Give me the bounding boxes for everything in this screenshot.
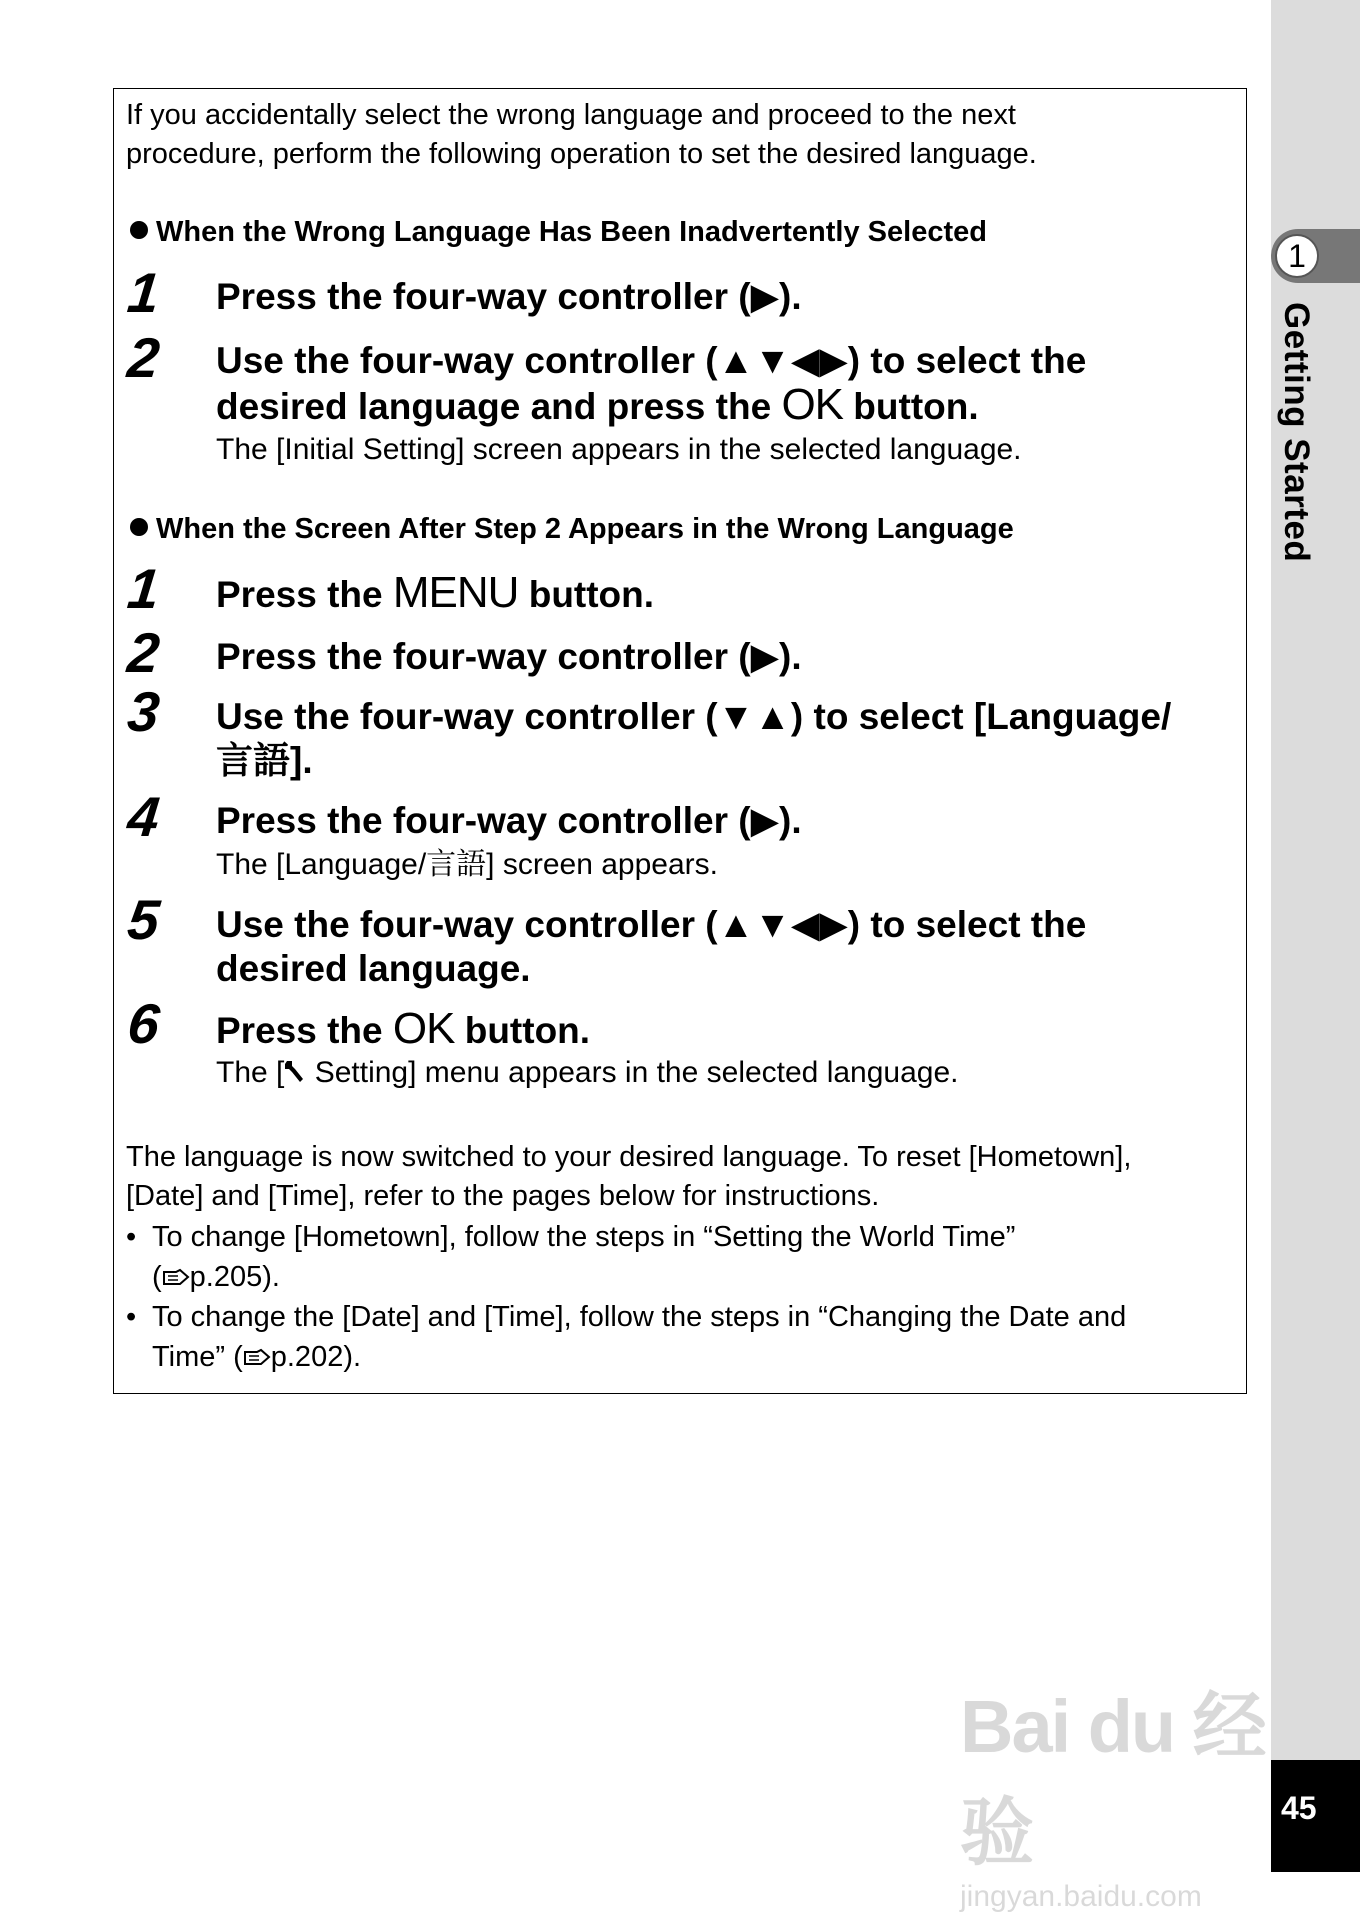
chapter-number: 1 [1275,234,1319,278]
step-text: Press the OK button. [216,1004,591,1053]
intro-line-2: procedure, perform the following operation to set the desired language. [126,138,1037,170]
four-way-arrows-icon: ▲▼◀▶ [717,340,848,381]
arrow-right-icon: ▶ [750,276,780,317]
step-number: 2 [124,326,163,389]
four-way-arrows-icon: ▲▼◀▶ [717,904,848,945]
arrow-right-icon: ▶ [750,800,780,841]
intro-line-1: If you accidentally select the wrong language and proceed to the next [126,99,1016,131]
step-number: 4 [124,785,163,848]
page-number: 45 [1281,1790,1317,1826]
page-reference-hand-icon [243,1348,271,1366]
step-text-line-2: 言語]. [216,740,313,781]
watermark-url: jingyan.baidu.com [960,1880,1202,1913]
list-item: • To change [Hometown], follow the steps in “Setting the World Time” ( p.205). [126,1221,1016,1293]
step-note: The [ Setting] menu appears in the selected language. [216,1056,959,1089]
step-text-line-2: desired language. [216,948,531,989]
step-text: Use the four-way controller (▼▲) to select [Language/ [216,696,1172,737]
closing-line-2: [Date] and [Time], refer to the pages below for instructions. [126,1180,880,1212]
step-text-line-2: desired language and press the OK button. [216,380,979,429]
step-number: 3 [124,680,163,743]
page-reference-hand-icon [162,1268,190,1286]
step-number: 6 [124,992,163,1055]
step-text: Press the MENU button. [216,568,655,617]
menu-key-label: MENU [392,568,519,617]
step-number: 5 [124,888,163,951]
step-text: Press the four-way controller (▶). [216,276,802,317]
closing-line-1: The language is now switched to your desired language. To reset [Hometown], [126,1141,1132,1173]
step-text: Use the four-way controller (▲▼◀▶) to select the [216,904,1087,945]
arrow-right-icon: ▶ [750,636,780,677]
bullet-icon [130,518,148,536]
baidu-watermark [960,1668,1270,1913]
step-number: 1 [124,261,163,324]
up-down-arrows-icon: ▼▲ [717,696,791,737]
chapter-title: Getting Started [1277,302,1316,563]
step-number: 1 [124,557,163,620]
section-2-heading: When the Screen After Step 2 Appears in the Wrong Language [130,513,1014,546]
step-text: Press the four-way controller (▶). [216,800,802,841]
step-text: Use the four-way controller (▲▼◀▶) to select the [216,340,1087,381]
page-number-box [1271,1760,1360,1872]
ok-key-label: OK [781,380,844,429]
list-item: • To change the [Date] and [Time], follow the steps in “Changing the Date and Time” ( p.202). [126,1301,1127,1373]
page-reference-link[interactable]: p.205). [189,1261,280,1293]
step-text: Press the four-way controller (▶). [216,636,802,677]
bullet-icon [130,221,148,239]
step-note: The [Initial Setting] screen appears in the selected language. [216,433,1022,466]
wrench-icon [284,1059,306,1085]
ok-key-label: OK [392,1004,455,1053]
page-reference-link[interactable]: p.202). [270,1341,362,1373]
step-number: 2 [124,621,163,684]
watermark-brand: Bai du 经验 [960,1685,1265,1874]
step-note: The [Language/言語] screen appears. [216,848,718,881]
section-1-heading: When the Wrong Language Has Been Inadvertently Selected [130,216,987,249]
